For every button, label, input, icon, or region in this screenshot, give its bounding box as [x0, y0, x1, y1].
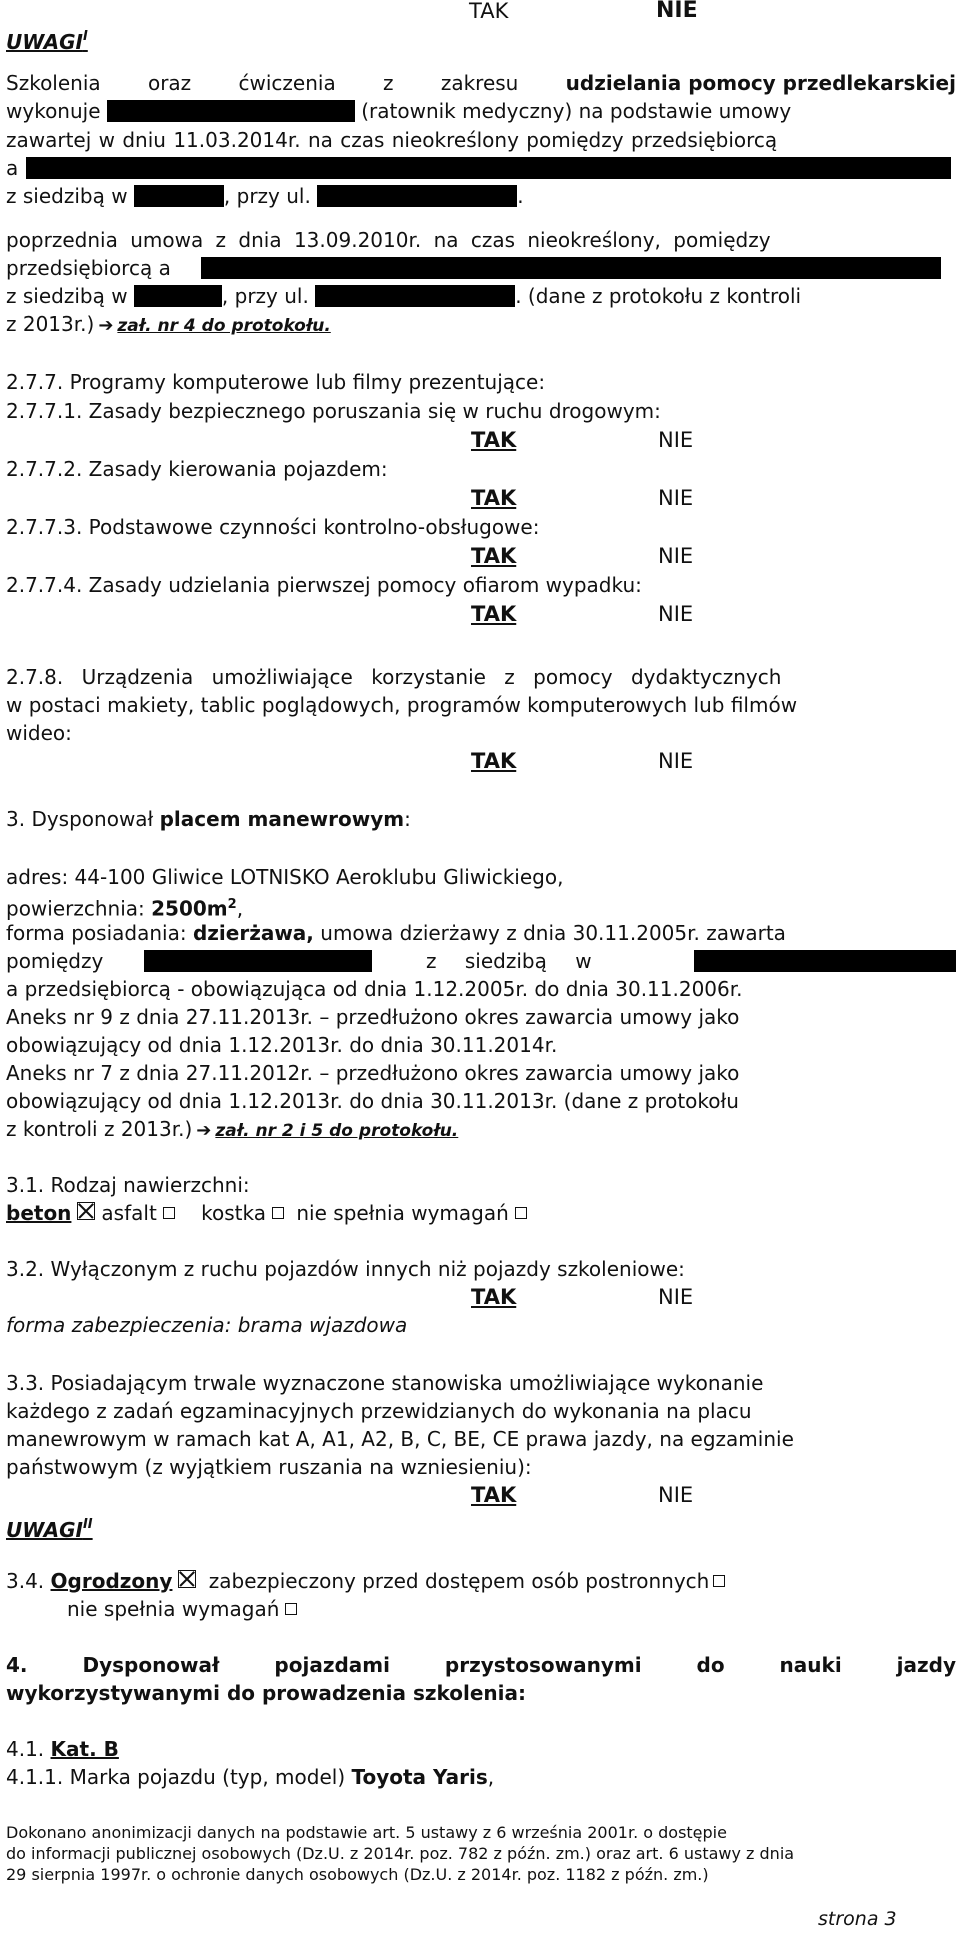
- wylaczony-title: 3.2. Wyłączonym z ruchu pojazdów innych niż pojazdy szkoleniowe:: [6, 1257, 685, 1281]
- empty-box-icon: [272, 1207, 284, 1219]
- uwagi-heading-1: $UWAGI^I$: [6, 29, 88, 54]
- answer-nie: NIE: [658, 749, 694, 773]
- footer-line-1: Dokonano anonimizacji danych na podstawie art. 5 ustawy z 6 września 2001r. o dostępie: [6, 1823, 727, 1842]
- answer-tak: TAK: [471, 749, 517, 773]
- plac-aneks-9-b: obowiązujący od dnia 1.12.2013r. do dnia 30.11.2014r.: [6, 1033, 558, 1057]
- nawierzchnia-title: 3.1. Rodzaj nawierzchni:: [6, 1173, 250, 1197]
- ogrodzony-line-2: nie spełnia wymagań: [67, 1596, 303, 1622]
- footer-line-3: 29 sierpnia 1997r. o ochronie danych osobowych (Dz.U. z 2014r. poz. 1182 z późn. zm.): [6, 1865, 709, 1884]
- empty-box-icon: [515, 1207, 527, 1219]
- stanowiska-line-4: państwowym (z wyjątkiem ruszania na wzniesieniu):: [6, 1455, 532, 1479]
- stanowiska-line-3: manewrowym w ramach kat A, A1, A2, B, C, BE, CE prawa jazdy, na egzaminie: [6, 1427, 794, 1451]
- answer-tak: TAK: [471, 1483, 517, 1507]
- answer-nie: NIE: [658, 602, 694, 626]
- answer-tak: TAK: [471, 1285, 517, 1309]
- plac-kontrola: z kontroli z 2013r.) ➔ zał. nr 2 i 5 do protokołu.: [6, 1117, 459, 1141]
- plac-aneks-7-b: obowiązujący od dnia 1.12.2013r. do dnia 30.11.2013r. (dane z protokołu: [6, 1089, 739, 1113]
- plac-aneks-7: Aneks nr 7 z dnia 27.11.2012r. – przedłużono okres zawarcia umowy jako: [6, 1061, 740, 1085]
- answer-nie: NIE: [658, 1483, 694, 1507]
- redaction-bar: [694, 950, 956, 972]
- wylaczony-forma: forma zabezpieczenia: brama wjazdowa: [6, 1313, 408, 1337]
- empty-box-icon: [713, 1575, 725, 1587]
- footer-line-2: do informacji publicznej osobowych (Dz.U. z 2014r. poz. 782 z późn. zm.) oraz art. 6 ustawy z dnia: [6, 1844, 795, 1863]
- answer-tak: TAK: [471, 544, 517, 568]
- answer-nie: NIE: [656, 0, 698, 23]
- programy-title: 2.7.7. Programy komputerowe lub filmy prezentujące:: [6, 370, 546, 394]
- szkolenia-line-4: a: [6, 155, 18, 181]
- plac-powierzchnia: powierzchnia: $2500m^2$,: [6, 896, 244, 921]
- answer-tak: TAK: [469, 0, 509, 23]
- attachment-reference: zał. nr 4 do protokołu.: [117, 316, 331, 336]
- plac-adres: adres: 44-100 Gliwice LOTNISKO Aeroklubu Gliwickiego,: [6, 865, 564, 889]
- szkolenia-line-5: z siedzibą w , przy ul. .: [6, 184, 524, 208]
- programy-item-2: 2.7.7.2. Zasady kierowania pojazdem:: [6, 457, 388, 481]
- page-number: strona 3: [818, 1908, 897, 1930]
- empty-box-icon: [163, 1207, 175, 1219]
- answer-nie: NIE: [658, 428, 694, 452]
- kategoria-b: 4.1. Kat. B: [6, 1737, 119, 1761]
- programy-item-3: 2.7.7.3. Podstawowe czynności kontrolno-obsługowe:: [6, 515, 540, 539]
- answer-tak: TAK: [471, 486, 517, 510]
- checked-box-icon: [178, 1570, 196, 1588]
- redaction-bar: [26, 157, 951, 179]
- redaction-bar: [134, 185, 224, 207]
- redaction-bar: [317, 185, 517, 207]
- redaction-bar: [201, 257, 941, 279]
- poprzednia-line-2: przedsiębiorcą a: [6, 255, 171, 281]
- nawierzchnia-options: beton asfalt kostka nie spełnia wymagań: [6, 1200, 533, 1226]
- marka-pojazdu: 4.1.1. Marka pojazdu (typ, model) Toyota Yaris,: [6, 1765, 495, 1789]
- urzadzenia-line-1: 2.7.8. Urządzenia umożliwiające korzystanie z pomocy dydaktycznych: [6, 665, 782, 689]
- answer-nie: NIE: [658, 544, 694, 568]
- urzadzenia-line-2: w postaci makiety, tablic poglądowych, programów komputerowych lub filmów: [6, 693, 798, 717]
- programy-item-1: 2.7.7.1. Zasady bezpiecznego poruszania się w ruchu drogowym:: [6, 399, 661, 423]
- szkolenia-line-1: Szkolenia oraz ćwiczenia z zakresu udzielania pomocy przedlekarskiej: [6, 71, 956, 95]
- uwagi-heading-2: $UWAGI^{II}$: [6, 1517, 93, 1542]
- answer-nie: NIE: [658, 1285, 694, 1309]
- szkolenia-line-2: wykonuje (ratownik medyczny) na podstawie umowy: [6, 99, 792, 123]
- empty-box-icon: [285, 1603, 297, 1615]
- plac-aneks-9: Aneks nr 9 z dnia 27.11.2013r. – przedłużono okres zawarcia umowy jako: [6, 1005, 740, 1029]
- answer-tak: TAK: [471, 428, 517, 452]
- attachment-reference: zał. nr 2 i 5 do protokołu.: [215, 1121, 459, 1141]
- pojazdy-line-2: wykorzystywanymi do prowadzenia szkolenia:: [6, 1681, 527, 1705]
- redaction-bar: [144, 950, 372, 972]
- answer-tak: TAK: [471, 602, 517, 626]
- stanowiska-line-1: 3.3. Posiadającym trwale wyznaczone stanowiska umożliwiające wykonanie: [6, 1371, 764, 1395]
- answer-nie: NIE: [658, 486, 694, 510]
- plac-przedsiebiorca: a przedsiębiorcą - obowiązująca od dnia 1.12.2005r. do dnia 30.11.2006r.: [6, 977, 743, 1001]
- stanowiska-line-2: każdego z zadań egzaminacyjnych przewidzianych do wykonania na placu: [6, 1399, 752, 1423]
- plac-title: 3. Dysponował placem manewrowym:: [6, 807, 411, 831]
- redaction-bar: [134, 285, 222, 307]
- programy-item-4: 2.7.7.4. Zasady udzielania pierwszej pomocy ofiarom wypadku:: [6, 573, 642, 597]
- szkolenia-line-3: zawartej w dniu 11.03.2014r. na czas nieokreślony pomiędzy przedsiębiorcą: [6, 128, 778, 152]
- checked-box-icon: [77, 1202, 95, 1220]
- redaction-bar: [315, 285, 515, 307]
- pojazdy-line-1: 4. Dysponował pojazdami przystosowanymi do nauki jazdy: [6, 1653, 956, 1677]
- arrow-right-icon: ➔: [196, 1120, 212, 1141]
- plac-forma: forma posiadania: dzierżawa, umowa dzierżawy z dnia 30.11.2005r. zawarta: [6, 921, 786, 945]
- poprzednia-line-4: z 2013r.) ➔ zał. nr 4 do protokołu.: [6, 312, 331, 336]
- poprzednia-line-3: z siedzibą w , przy ul. . (dane z protokołu z kontroli: [6, 284, 802, 308]
- poprzednia-line-1: poprzednia umowa z dnia 13.09.2010r. na czas nieokreślony, pomiędzy: [6, 228, 771, 252]
- urzadzenia-line-3: wideo:: [6, 721, 72, 745]
- ogrodzony-line-1: 3.4. Ogrodzony zabezpieczony przed dostępem osób postronnych: [6, 1568, 731, 1594]
- arrow-right-icon: ➔: [98, 315, 114, 336]
- plac-pomiedzy: pomiędzy z siedzibą w: [6, 948, 956, 974]
- redaction-bar: [107, 100, 355, 122]
